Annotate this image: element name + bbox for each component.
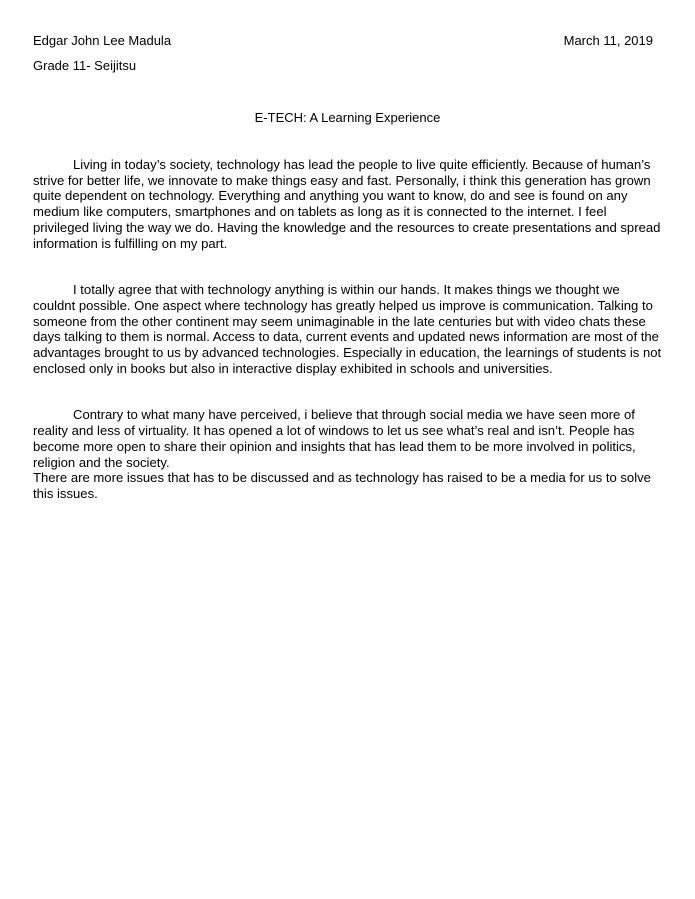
closing-paragraph: There are more issues that has to be discussed and as technology has raised to be a media for us to solve this issues. <box>33 470 651 501</box>
grade-section: Grade 11- Seijitsu <box>33 58 137 73</box>
paragraph-3: Contrary to what many have perceived, i believe that through social media we have seen more of reality and less of virtuality. It has opened a lot of windows to let us see what’s real and isn’t. People has become more open to share their opinion and insights that has lead them to be more involved in politics, religion and the society. <box>33 407 636 470</box>
document-date: March 11, 2019 <box>563 33 653 48</box>
essay-body <box>33 157 663 502</box>
header-row <box>33 33 653 51</box>
paragraph-2: I totally agree that with technology anything is within our hands. It makes things we thought we couldnt possible. One aspect where technology has greatly helped us improve is communication. Talking to someone from the other continent may seem unimaginable in the late centuries but with video chats these days talking to them is normal. Access to data, current events and updated news information are most of the advantages brought to us by advanced technologies. Especially in education, the learnings of students is not enclosed only in books but also in interactive display exhibited in schools and universities. <box>33 282 662 376</box>
author-name: Edgar John Lee Madula <box>33 33 172 48</box>
paragraph-1: Living in today’s society, technology has lead the people to live quite efficiently. Because of human’s strive for better life, we innovate to make things easy and fast. Personally, i think this generation has grown quite dependent on technology. Everything and anything you want to know, do and see is found on any medium like computers, smartphones and on tablets as long as it is connected to the internet. I feel privileged living the way we do. Having the knowledge and the resources to create presentations and spread information is fulfilling on my part. <box>33 157 661 251</box>
document-title: E-TECH: A Learning Experience <box>254 110 441 125</box>
